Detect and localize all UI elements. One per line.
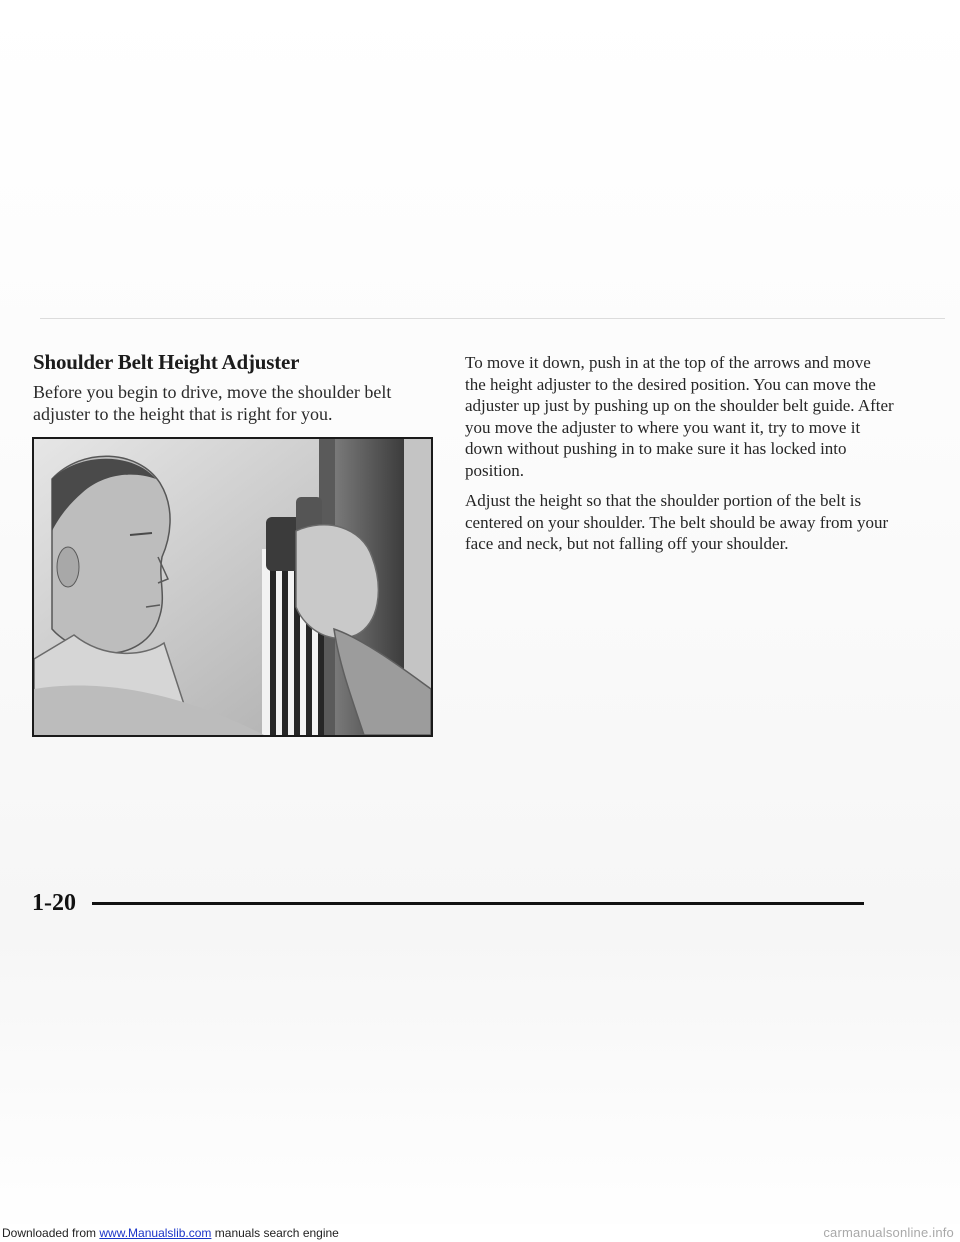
manualslib-link[interactable]: www.Manualslib.com	[99, 1226, 212, 1240]
paragraph-adjust-height: Adjust the height so that the shoulder portion of the belt is centered on your shoulder. The belt should be away from your face and neck, but not falling off your shoulder.	[465, 491, 889, 553]
download-prefix: Downloaded from	[2, 1226, 100, 1240]
footer-rule	[92, 902, 864, 905]
shoulder-belt-adjuster-illustration	[32, 437, 433, 737]
top-scan-line	[40, 318, 945, 319]
paragraph-move-down: To move it down, push in at the top of the arrows and move the height adjuster to the desired position. You can move the adjuster up just by pushing up on the shoulder belt guide. After you move the adjuster to where you want it, try to move it down without pushing in to make sure it has locked into position.	[465, 353, 894, 480]
watermark-text: carmanualsonline.info	[823, 1225, 954, 1240]
download-footer-text	[2, 1226, 339, 1240]
intro-paragraph: Before you begin to drive, move the shoulder belt adjuster to the height that is right for you.	[33, 382, 392, 424]
download-suffix: manuals search engine	[211, 1226, 339, 1240]
section-heading: Shoulder Belt Height Adjuster	[33, 350, 300, 374]
page-number: 1-20	[32, 890, 76, 916]
download-footer	[0, 1224, 960, 1242]
right-column	[465, 352, 895, 564]
